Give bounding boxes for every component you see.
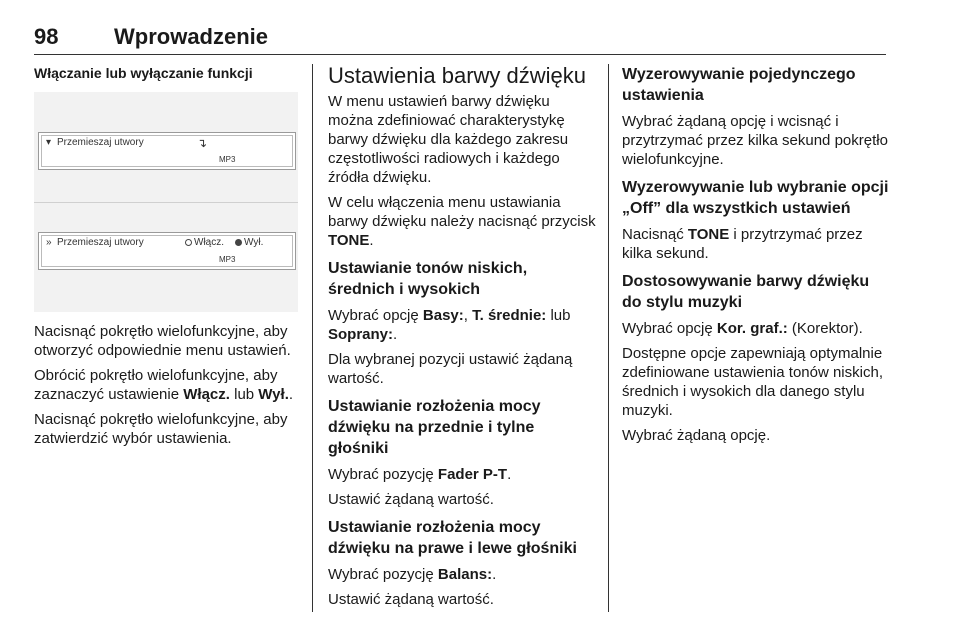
chevron-down-icon: ▾	[46, 137, 52, 148]
enter-icon: ↴	[197, 136, 208, 150]
subheading: Wyzerowywanie pojedynczego ustawienia	[622, 66, 856, 104]
paragraph: Nacisnąć TONE i przytrzymać przez kilka sekund.	[622, 226, 863, 262]
column-divider	[312, 64, 313, 612]
radio-on-icon	[235, 239, 242, 246]
menu-item-label: Przemieszaj utwory	[57, 237, 144, 248]
paragraph: Ustawić żądaną wartość.	[328, 591, 494, 608]
option-off: Wył.	[235, 237, 263, 248]
page-number: 98	[34, 24, 59, 49]
paragraph: Nacisnąć pokrętło wielofunkcyjne, aby zatwierdzić wybór ustawienia.	[34, 411, 288, 447]
paragraph: Wybrać żądaną opcję.	[622, 427, 771, 444]
paragraph: Nacisnąć pokrętło wielofunkcyjne, aby otworzyć odpowiednie menu ustawień.	[34, 323, 291, 359]
display-illustration	[34, 92, 298, 312]
illustration-divider	[34, 202, 298, 203]
menu-item-label: Przemieszaj utwory	[57, 137, 144, 148]
paragraph: Wybrać opcję Kor. graf.: (Korektor).	[622, 320, 863, 337]
source-label: MP3	[219, 155, 236, 164]
page-header	[34, 24, 886, 54]
radio-off-icon	[185, 239, 192, 246]
subheading: Dostosowywanie barwy dźwięku do stylu muzyki	[622, 273, 870, 311]
paragraph: Ustawić żądaną wartość.	[328, 491, 494, 508]
menu-screen-expanded	[38, 232, 296, 270]
paragraph: W menu ustawień barwy dźwięku można zdefiniować charakterystykę barwy dźwięku dla każdego zakresu częstotliwości radiowych i każdego źródła dźwięku.	[328, 93, 569, 186]
column-2	[328, 64, 596, 615]
section-title: Wprowadzenie	[114, 24, 269, 49]
paragraph: Dostępne opcje zapewniają optymalnie zdefiniowane ustawienia tonów niskich, średnich i wysokich dla danego stylu muzyki.	[622, 345, 883, 419]
column-3	[622, 64, 890, 451]
chevron-right-icon: »	[46, 237, 52, 248]
paragraph: Wybrać opcję Basy:, T. średnie: lub Soprany:.	[328, 307, 571, 343]
source-label: MP3	[219, 255, 236, 264]
paragraph: Wybrać pozycję Balans:.	[328, 566, 497, 583]
subheading: Ustawianie tonów niskich, średnich i wysokich	[328, 260, 528, 298]
column-divider	[608, 64, 609, 612]
paragraph: W celu włączenia menu ustawiania barwy dźwięku należy nacisnąć przycisk TONE.	[328, 194, 596, 249]
paragraph: Dla wybranej pozycji ustawić żądaną wartość.	[328, 351, 573, 387]
header-rule	[34, 54, 886, 55]
option-on: Włącz.	[185, 237, 224, 248]
subheading: Wyzerowywanie lub wybranie opcji „Off” dla wszystkich ustawień	[622, 179, 889, 217]
subheading: Ustawianie rozłożenia mocy dźwięku na przednie i tylne głośniki	[328, 398, 541, 457]
function-toggle-heading: Włączanie lub wyłączanie funkcji	[34, 65, 253, 81]
column-1	[34, 64, 298, 454]
paragraph: Wybrać żądaną opcję i wcisnąć i przytrzymać przez kilka sekund pokrętło wielofunkcyjne.	[622, 113, 888, 168]
menu-screen-collapsed	[38, 132, 296, 170]
paragraph: Wybrać pozycję Fader P-T.	[328, 466, 512, 483]
paragraph: Obrócić pokrętło wielofunkcyjne, aby zaznaczyć ustawienie Włącz. lub Wył..	[34, 367, 294, 403]
subheading: Ustawianie rozłożenia mocy dźwięku na prawe i lewe głośniki	[328, 519, 577, 557]
chapter-title: Ustawienia barwy dźwięku	[328, 63, 586, 88]
